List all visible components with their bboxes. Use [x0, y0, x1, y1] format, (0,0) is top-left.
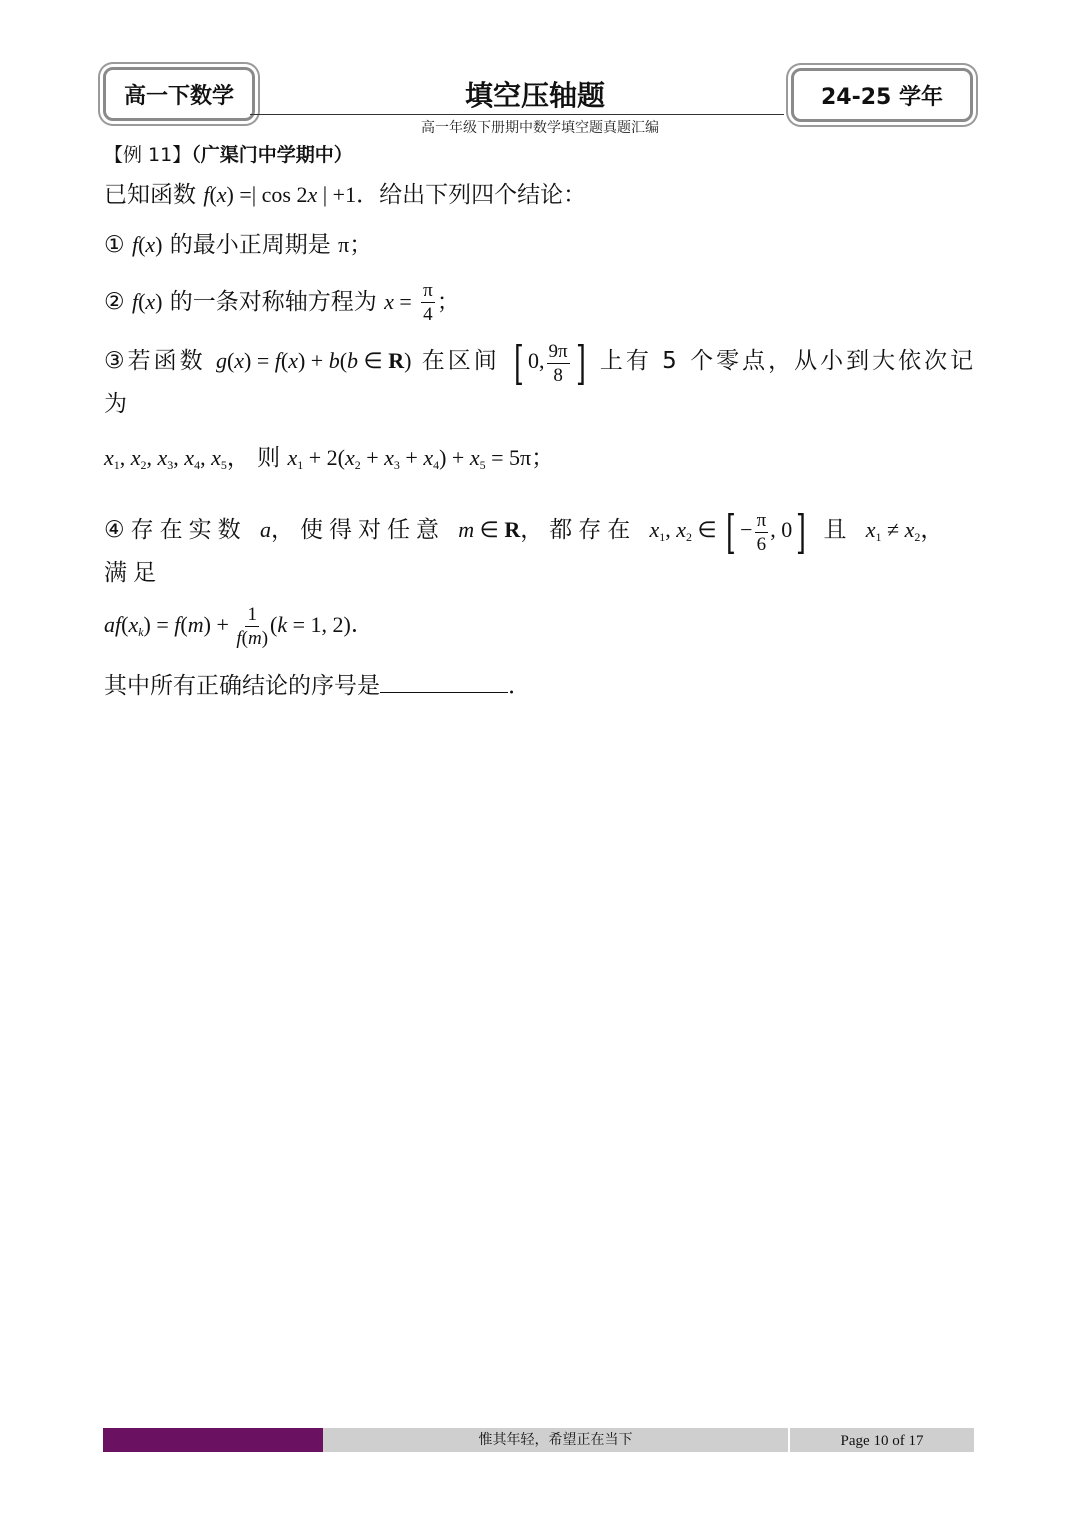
footer-accent-bar	[103, 1428, 323, 1452]
answer-blank[interactable]	[380, 670, 508, 693]
footer-motto: 惟其年轻，希望正在当下	[323, 1428, 788, 1452]
subject-badge: 高一下数学	[103, 67, 255, 121]
example-label: 【例 11】	[104, 144, 192, 166]
statement-4a: ④存在实数 a，使得对任意 m ∈ R，都存在 $x_1$, $x_2$ ∈ [ − $\frac{\pi}{6}$ , 0] 且 $x_1 \ne x_2$，满足	[104, 505, 950, 587]
statement-1: ① f(x) 的最小正周期是 π；	[104, 232, 373, 258]
statement-3b: $x_1$, $x_2$, $x_3$, $x_4$, $x_5$， 则 $x_1 + 2(x_2 + x_3 + x_4) + x_5 = 5\pi$；	[104, 445, 555, 472]
page-number: Page 10 of 17	[790, 1428, 974, 1452]
example-heading	[104, 140, 978, 167]
problem-intro: 已知函数 f(x) =| cos 2x | +1．给出下列四个结论：	[104, 182, 587, 208]
page-title: 填空压轴题	[464, 79, 605, 112]
page-subtitle: 高一年级下册期中数学填空题真题汇编	[421, 120, 659, 136]
question-text: 其中所有正确结论的序号是	[104, 672, 380, 699]
problem-body	[104, 140, 978, 704]
statement-3a: ③若函数 g(x) = f(x) + b(b ∈ R) 在区间 [ 0, $\frac{9\pi}{8}$ ] 上有 5 个零点，从小到大依次记为	[104, 336, 977, 417]
statement-4b: $af(x_k) = f(m)$ + $\frac{1}{f(m)}$ (k = 1, 2)．	[104, 604, 374, 650]
page-footer	[103, 1428, 974, 1452]
question-line: 其中所有正确结论的序号是 ．	[104, 668, 978, 704]
statement-2: ② f(x) 的一条对称轴方程为 x = $\frac{\pi}{4}$ ；	[104, 280, 460, 325]
header-rule	[250, 114, 784, 115]
example-source: （广渠门中学期中）	[191, 144, 353, 166]
year-badge: 24-25 学年	[791, 68, 973, 122]
